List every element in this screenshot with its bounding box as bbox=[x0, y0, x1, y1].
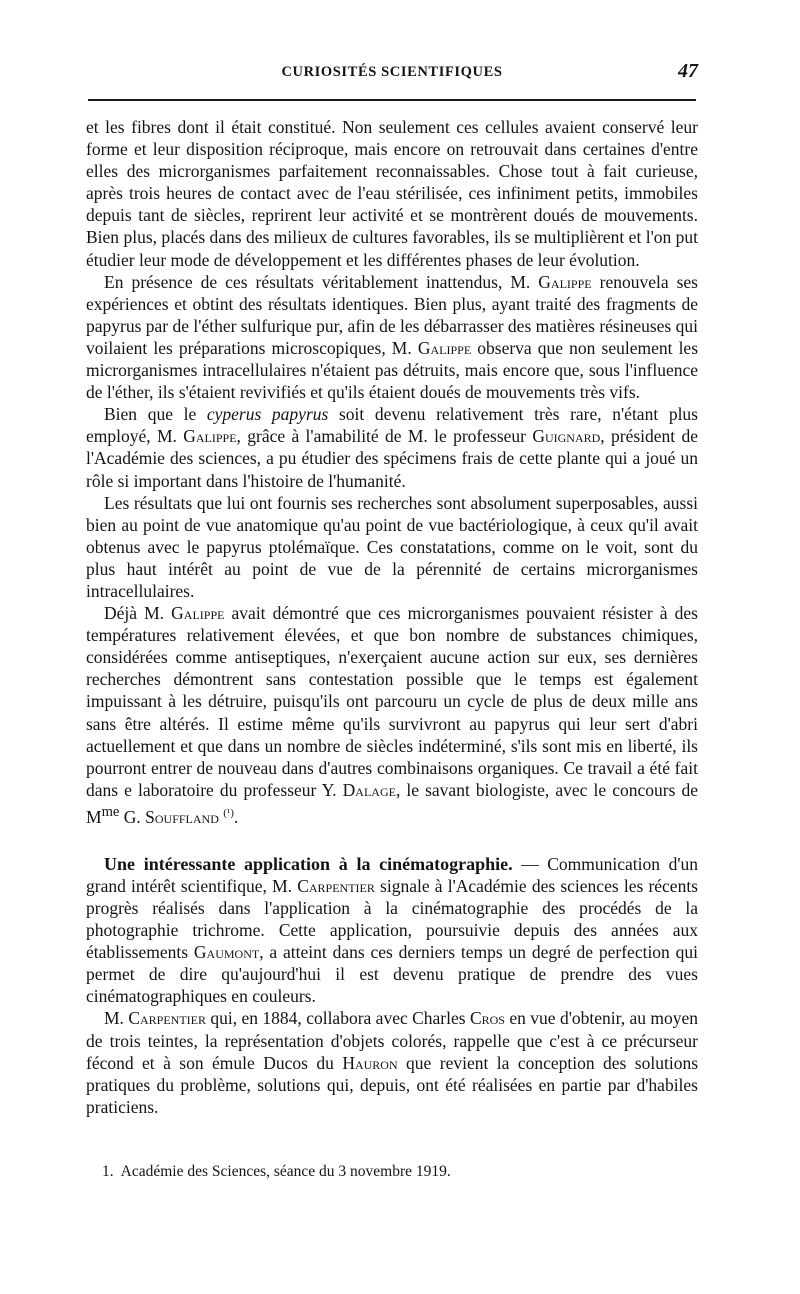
paragraph-3-text-d: , président de l'Académie des sciences, a pu étudier des spécimens frais de cette plante qui a joué un rôle si important dans l'histoire de l'humanité. bbox=[86, 426, 698, 491]
footnote-reference: (¹) bbox=[223, 806, 234, 819]
species-name: cyperus papyrus bbox=[206, 404, 329, 425]
paragraph-3 bbox=[86, 403, 698, 491]
person-name: Galippe bbox=[417, 337, 472, 358]
section-title: Une intéressante application à la cinématographie. bbox=[104, 853, 513, 874]
paragraph-7-text-c: en vue d'obtenir, au moyen de trois teintes, la représentation d'objets colorés, rappelle que c'est à ce précurseur fécond et à son émule Ducos du bbox=[86, 1008, 699, 1073]
paragraph-1-text: et les fibres dont il était constitué. Non seulement ces cellules avaient conservé leur forme et leur disposition réciproque, mais encore on retrouvait dans certaines d'entre elles des microrganismes parfaitement reconnaissables. Chose tout à fait curieuse, après trois heures de contact avec de l'eau stérilisée, ces infiniment petits, immobiles depuis tant de siècles, reprirent leur activité et se montrèrent doués de mouvements. Bien plus, placés dans des milieux de cultures favorables, ils se multiplièrent et l'on put étudier leur mode de développement et les différentes phases de leur évolution. bbox=[86, 117, 698, 270]
paragraph-7 bbox=[86, 1007, 698, 1117]
paragraph-5-text-e: . bbox=[233, 806, 239, 827]
paragraph-3-text-b: soit devenu relativement très rare, n'étant plus employé, M. bbox=[86, 404, 698, 447]
section-paragraph bbox=[86, 853, 698, 1008]
person-name: Souffland bbox=[145, 806, 219, 827]
person-name: Hauron bbox=[342, 1052, 398, 1073]
person-name: Carpentier bbox=[297, 875, 375, 896]
paragraph-7-text-b: qui, en 1884, collabora avec Charles bbox=[206, 1008, 470, 1029]
header-rule bbox=[88, 99, 696, 101]
section-text-c: , a atteint dans ces derniers temps un degré de perfection qui permet de dire qu'aujourd'hui il est devenu pratique de prendre des vues cinématographiques en couleurs. bbox=[86, 942, 699, 1007]
paragraph-2-text-c: observa que non seulement les microrganismes intracellulaires n'étaient pas détruits, mais encore que, sous l'influence de l'éther, ils s'étaient revivifiés et qu'ils étaient doués de mouvements très vifs. bbox=[86, 337, 699, 403]
paragraph-5-text-d: G. bbox=[119, 806, 146, 827]
paragraph-5-text-a: Déjà M. bbox=[104, 603, 172, 624]
footnote-text: Académie des Sciences, séance du 3 novembre 1919. bbox=[120, 1163, 451, 1180]
paragraph-5 bbox=[86, 602, 698, 828]
person-name: Galippe bbox=[538, 271, 592, 292]
person-name: Dalage bbox=[342, 779, 396, 800]
paragraph-7-text-a: M. bbox=[104, 1008, 129, 1029]
paragraph-5-text-c: , le savant biologiste, avec le concours de M bbox=[86, 779, 699, 827]
person-name: Galippe bbox=[171, 603, 225, 624]
paragraph-2-text-b: renouvela ses expériences et obtint des résultats identiques. Bien plus, ayant traité des fragments de papyrus par de l'éther sulfurique pur, afin de les débarrasser des matières résineuses qui voilaient les préparations microscopiques, M. bbox=[86, 271, 698, 358]
page-header bbox=[86, 60, 698, 90]
paragraph-4-text: Les résultats que lui ont fournis ses recherches sont absolument superposables, aussi bien au point de vue anatomique qu'au point de vue bactériologique, à ceux qu'il avait obtenus avec le papyrus ptolémaïque. Ces constatations, comme on le voit, sont du plus haut intérêt au point de vue de la pérennité de certains microrganismes intracellulaires. bbox=[86, 492, 698, 601]
running-title: CURIOSITÉS SCIENTIFIQUES bbox=[281, 64, 503, 80]
section-text-a: — Communication d'un grand intérêt scientifique, M. bbox=[86, 853, 699, 896]
person-name: Cros bbox=[469, 1008, 505, 1029]
person-name: Carpentier bbox=[128, 1008, 207, 1029]
person-name: Galippe bbox=[183, 426, 237, 447]
paragraph-1 bbox=[86, 116, 698, 271]
footnote-number: 1. bbox=[102, 1163, 114, 1180]
title-superscript: me bbox=[101, 803, 120, 820]
section-gap bbox=[86, 828, 698, 853]
paragraph-3-text-c: , grâce à l'amabilité de M. le professeur bbox=[236, 426, 533, 447]
section-text-b: signale à l'Académie des sciences les récents progrès réalisés dans l'application à la cinématographie des procédés de la photographie trichrome. Cette application, poursuivie depuis des années aux établissements bbox=[86, 875, 698, 963]
body-text bbox=[86, 116, 698, 1118]
paragraph-5-text-b: avait démontré que ces microrganismes pouvaient résister à des températures relativement élevées, et que bon nombre de substances chimiques, considérées comme antiseptiques, n'exerçaient aucune action sur eux, ses dernières recherches démontrent sans contestation possible que le temps est également impuissant à les détruire, puisqu'ils ont parcouru un cycle de plus de deux mille ans sans être altérés. Il estime même qu'ils survivront au papyrus qui leur sert d'abri actuellement et que dans un nombre de siècles indéterminé, s'ils sont mis en liberté, ils pourront entrer de nouveau dans d'autres combinaisons organiques. Ce travail a été fait dans e laboratoire du professeur Y. bbox=[86, 603, 698, 800]
company-name: Gaumont bbox=[193, 942, 260, 963]
paragraph-2 bbox=[86, 271, 698, 404]
paragraph-4 bbox=[86, 492, 698, 602]
page-number: 47 bbox=[678, 60, 698, 82]
footnote bbox=[102, 1162, 702, 1182]
paragraph-7-text-d: que revient la conception des solutions pratiques du problème, solutions qui, depuis, ont été réalisées en partie par d'habiles praticiens. bbox=[86, 1052, 699, 1117]
person-name: Guignard bbox=[532, 426, 601, 447]
paragraph-2-text-a: En présence de ces résultats véritablement inattendus, M. bbox=[104, 271, 539, 292]
paragraph-3-text-a: Bien que le bbox=[104, 404, 207, 425]
